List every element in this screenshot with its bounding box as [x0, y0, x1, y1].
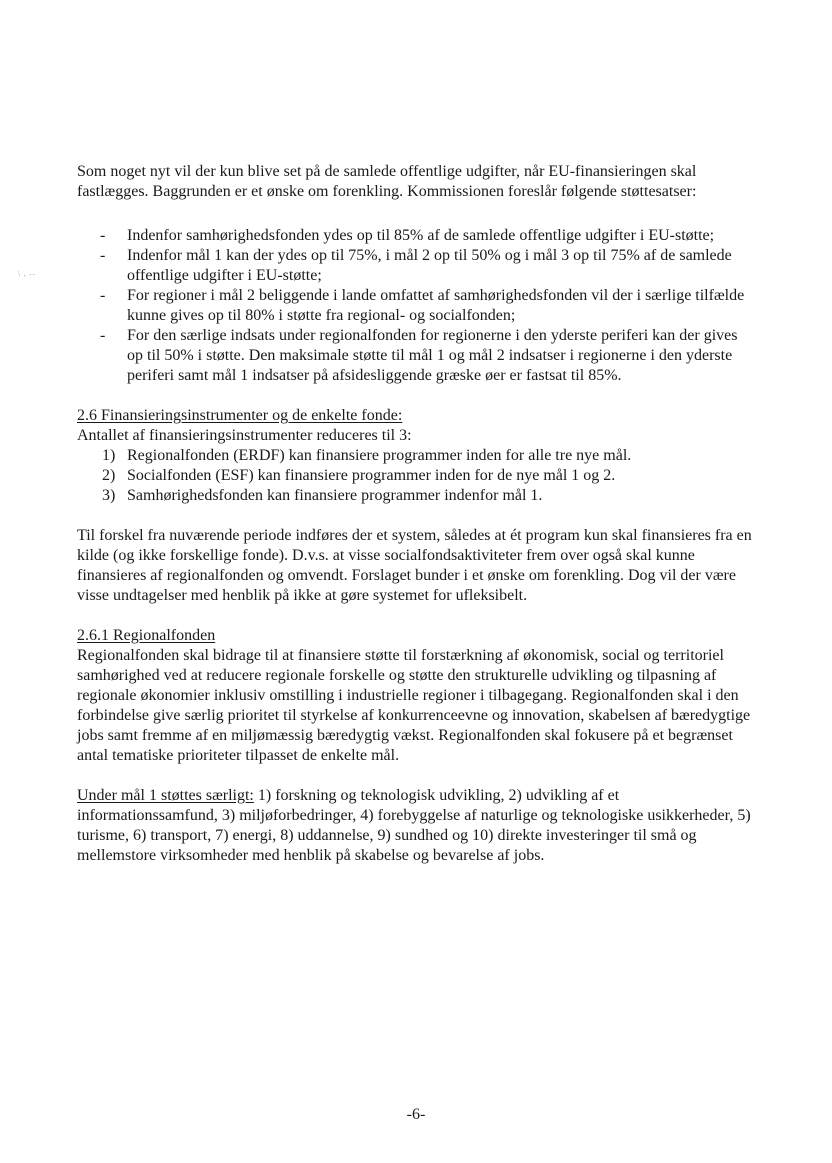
- margin-scan-mark: \ , --: [18, 270, 36, 278]
- list-number: 1): [102, 447, 116, 464]
- document-page: [77, 162, 757, 866]
- regionalfonden-paragraph: Regionalfonden skal bidrage til at finansiere støtte til forstærkning af økonomisk, social og territoriel samhørighed ved at reducere regionale forskelle og støtte den strukturelle udvikling og tilpasning af regionale økonomier inklusiv omstilling i industrielle regioner i tilbagegang. Regionalfonden skal i den forbindelse give særlig prioritet til styrkelse af konkurrenceevne og innovation, skabelsen af bæredygtige jobs samt fremme af en miljømæssig bæredygtig vækst. Regionalfonden skal fokusere på et begrænset antal tematiske prioriteter tilpasset de enkelte mål.: [77, 647, 751, 764]
- page-number: -6-: [406, 1106, 426, 1123]
- section-lead: Antallet af finansieringsinstrumenter reduceres til 3:: [77, 427, 412, 444]
- list-number: 2): [102, 467, 116, 484]
- list-item: [77, 446, 757, 466]
- list-item: [77, 326, 757, 386]
- list-item: [77, 226, 757, 246]
- dash-bullet: -: [100, 247, 106, 264]
- system-paragraph: Til forskel fra nuværende periode indføres der et system, således at ét program kun skal finansieres fra en kilde (og ikke forskellige fonde). D.v.s. at visse socialfondsaktiviteter frem over også skal kunne finansieres af regionalfonden og omvendt. Forslaget bunder i et ønske om forenkling. Dog vil der være visse undtagelser med henblik på ikke at gøre systemet for ufleksibelt.: [77, 527, 752, 604]
- list-item-text: Indenfor samhørighedsfonden ydes op til 85% af de samlede offentlige udgifter i EU-støtte;: [127, 227, 715, 244]
- goal1-paragraph: [77, 786, 757, 866]
- dash-bullet: -: [100, 227, 106, 244]
- list-number: 3): [102, 487, 116, 504]
- intro-paragraph: Som noget nyt vil der kun blive set på de samlede offentlige udgifter, når EU-finansieringen skal fastlægges. Baggrunden er et ønske om forenkling. Kommissionen foreslår følgende støttesatser:: [77, 163, 697, 200]
- list-item: [77, 486, 757, 506]
- list-item-text: Socialfonden (ESF) kan finansiere programmer inden for de nye mål 1 og 2.: [127, 467, 616, 484]
- dash-bullet: -: [100, 287, 106, 304]
- section-heading-2-6-1: 2.6.1 Regionalfonden: [77, 627, 216, 644]
- list-item-text: For den særlige indsats under regionalfonden for regionerne i den yderste periferi kan der gives op til 50% i støtte. Den maksimale støtte til mål 1 og mål 2 indsatser i regionerne i den yderste periferi samt mål 1 indsatser på afsidesliggende græske øer er fastsat til 85%.: [127, 327, 738, 384]
- goal1-text: 1) forskning og teknologisk udvikling, 2) udvikling af et informationssamfund, 3) miljøforbedringer, 4) forebyggelse af naturlige og teknologiske usikkerheder, 5) turisme, 6) transport, 7) energi, 8) uddannelse, 9) sundhed og 10) direkte investeringer til små og mellemstore virksomheder med henblik på skabelse og bevarelse af jobs.: [77, 787, 751, 864]
- goal1-label: Under mål 1 støttes særligt:: [77, 787, 254, 804]
- list-item-text: For regioner i mål 2 beliggende i lande omfattet af samhørighedsfonden vil der i særlige tilfælde kunne gives op til 80% i støtte fra regional- og socialfonden;: [127, 287, 745, 324]
- instruments-list: [77, 446, 757, 506]
- list-item: [77, 286, 757, 326]
- dash-bullet: -: [100, 327, 106, 344]
- list-item: [77, 466, 757, 486]
- support-rates-list: [77, 226, 757, 386]
- list-item: [77, 246, 757, 286]
- list-item-text: Regionalfonden (ERDF) kan finansiere programmer inden for alle tre nye mål.: [127, 447, 632, 464]
- list-item-text: Indenfor mål 1 kan der ydes op til 75%, i mål 2 op til 50% og i mål 3 op til 75% af de samlede offentlige udgifter i EU-støtte;: [127, 247, 732, 284]
- section-heading-2-6: 2.6 Finansieringsinstrumenter og de enkelte fonde:: [77, 407, 403, 424]
- list-item-text: Samhørighedsfonden kan finansiere programmer indenfor mål 1.: [127, 487, 543, 504]
